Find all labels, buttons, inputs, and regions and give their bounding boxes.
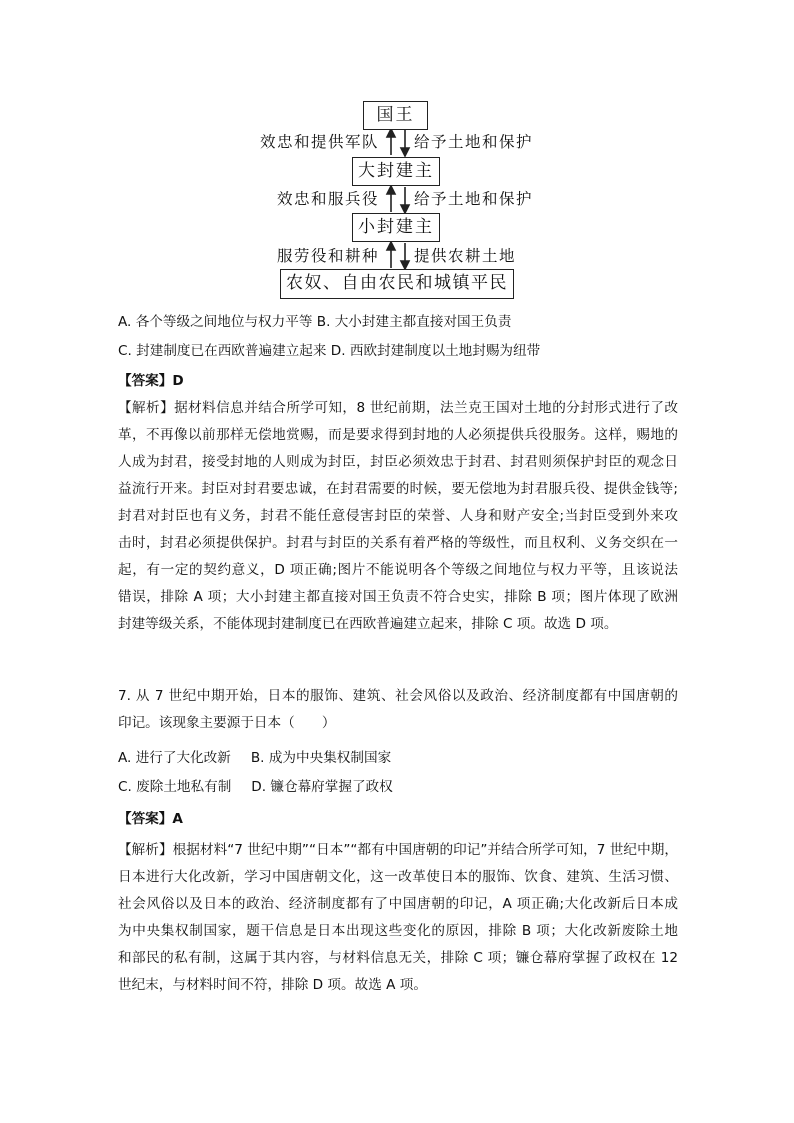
down-arrowhead-1 [401,148,409,156]
q7-analysis [118,837,678,999]
q7-option-c: C. 废除土地私有制 [118,779,232,795]
q6-options-line2: C. 封建制度已在西欧普遍建立起来 D. 西欧封建制度以土地封赐为纽带 [118,343,541,359]
q6-analysis-line: 封建等级关系，不能体现封建制度已在西欧普遍建立起来，排除 C 项。故选 D 项。 [118,616,618,632]
q7-analysis-line: 为中央集权制国家，题干信息是日本出现这些变化的原因，排除 B 项；大化改新废除土地 [118,923,678,939]
level-great-lords: 大封建主 [352,157,440,186]
feudal-hierarchy-diagram [0,0,794,305]
q7-option-a: A. 进行了大化改新 [118,750,231,766]
level-king: 国王 [363,101,428,130]
up-arrowhead-2 [387,186,395,194]
q6-analysis-line: 封君对封臣也有义务，封君不能任意侵害封臣的荣誉、人身和财产安全;当封臣受到外来攻 [118,508,678,524]
q6-analysis-line: 起，有一定的契约意义，D 项正确;图片不能说明各个等级之间地位与权力平等，且该说法 [118,562,678,578]
q6-analysis-line: 【解析】据材料信息并结合所学可知，8 世纪前期，法兰克王国对土地的分封形式进行了改 [118,400,678,416]
up-arrowhead-3 [387,242,395,250]
q7-analysis-line: 【解析】根据材料“7 世纪中期”“日本”“都有中国唐朝的印记”并结合所学可知，7 世纪中期， [118,842,678,858]
q7-analysis-line: 和部民的私有制，这属于其内容，与材料信息无关，排除 C 项；镰仓幕府掌握了政权在 12 [118,950,678,966]
q7-options-row1 [118,748,391,768]
down-label-1: 给予土地和保护 [414,133,534,151]
q7-answer: 【答案】A [118,811,183,827]
up-label-2: 效忠和服兵役 [276,190,379,208]
q6-analysis [118,395,678,638]
q7-analysis-line: 日本进行大化改新，学习中国唐朝文化，这一改革使日本的服饰、饮食、建筑、生活习惯、 [118,869,678,885]
q7-option-d: D. 镰仓幕府掌握了政权 [251,779,393,795]
q6-analysis-line: 人成为封君，接受封地的人则成为封臣，封臣必须效忠于封君、封君则须保护封臣的观念日 [118,454,678,470]
q6-analysis-line: 击时，封君必须提供保护。封君与封臣的关系有着严格的等级性，而且权利、义务交织在一 [118,535,678,551]
q6-analysis-line: 益流行开来。封臣对封君要忠诚，在封君需要的时候，要无偿地为封君服兵役、提供金钱等; [118,481,678,497]
down-label-2: 给予土地和保护 [414,190,534,208]
q6-options-line1: A. 各个等级之间地位与权力平等 B. 大小封建主都直接对国王负责 [118,314,512,330]
q7-stem [118,683,678,737]
q6-analysis-line: 革，不再像以前那样无偿地赏赐，而是要求得到封地的人必须提供兵役服务。这样，赐地的 [118,427,678,443]
diagram-arrows [0,0,794,305]
q6-answer: 【答案】D [118,373,184,389]
q7-options-row2 [118,777,393,797]
level-minor-lords: 小封建主 [352,213,440,242]
up-label-3: 服劳役和耕种 [276,247,379,265]
q7-option-b: B. 成为中央集权制国家 [250,750,392,766]
q7-analysis-line: 社会风俗以及日本的政治、经济制度都有了中国唐朝的印记，A 项正确;大化改新后日本成 [118,896,678,912]
up-label-1: 效忠和提供军队 [259,133,379,151]
down-label-3: 提供农耕土地 [414,247,517,265]
down-arrowhead-2 [401,205,409,213]
down-arrowhead-3 [401,261,409,269]
q7-stem-line: 7. 从 7 世纪中期开始，日本的服饰、建筑、社会风俗以及政治、经济制度都有中国唐朝的 [118,688,678,704]
q7-analysis-line: 世纪末，与材料时间不符，排除 D 项。故选 A 项。 [118,977,427,993]
q7-stem-line: 印记。该现象主要源于日本（ ） [118,715,336,731]
level-commoners: 农奴、自由农民和城镇平民 [280,269,514,299]
q6-analysis-line: 错误，排除 A 项；大小封建主都直接对国王负责不符合史实，排除 B 项；图片体现了欧洲 [118,589,678,605]
up-arrowhead-1 [387,129,395,137]
